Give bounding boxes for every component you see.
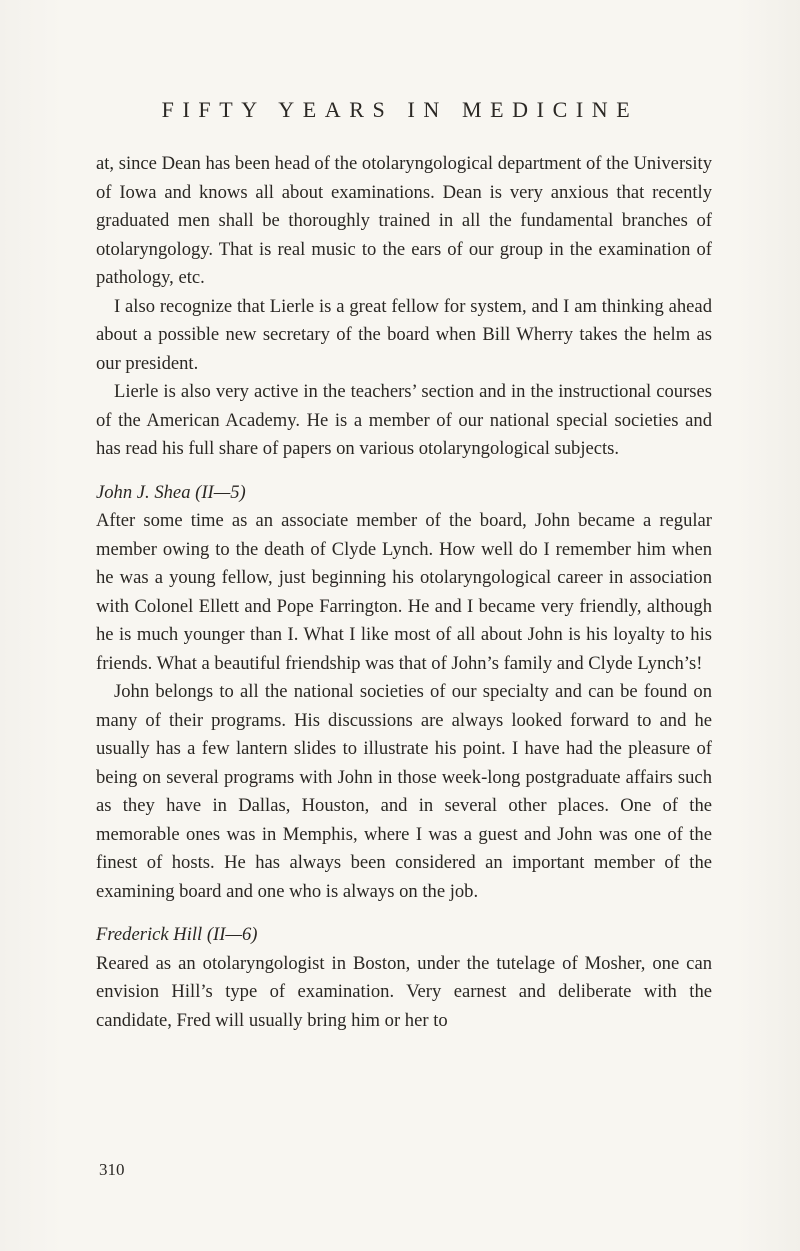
paragraph: After some time as an associate member of the board, John became a regular member owing to the death of Clyde Lynch. How well do I remember him when he was a young fellow, just beginning his otolaryngological career in association with Colonel Ellett and Pope Farrington. He and I became very friendly, although he is much younger than I. What I like most of all about John is his loyalty to his friends. What a beautiful friendship was that of John’s family and Clyde Lynch’s! <box>96 510 712 674</box>
paragraph: Lierle is also very active in the teachers’ section and in the instructional courses of the American Academy. He is a member of our national special societies and has read his full share of papers on various otolaryngological subjects. <box>96 381 712 459</box>
body-text <box>96 150 712 1035</box>
paragraph: at, since Dean has been head of the otolaryngological department of the University of Iowa and knows all about examinations. Dean is very anxious that recently graduated men shall be thoroughly trained in all the fundamental branches of otolaryngology. That is real music to the ears of our group in the examination of pathology, etc. <box>96 153 712 288</box>
page-number: 310 <box>99 1160 125 1179</box>
running-head: FIFTY YEARS IN MEDICINE <box>161 97 639 122</box>
paragraph: I also recognize that Lierle is a great fellow for system, and I am thinking ahead about a possible new secretary of the board when Bill Wherry takes the helm as our president. <box>96 295 712 374</box>
paragraph: John belongs to all the national societies of our specialty and can be found on many of their programs. His discussions are always looked forward to and he usually has a few lantern slides to illustrate his point. I have had the pleasure of being on several programs with John in those week-long postgraduate affairs such as they have in Dallas, Houston, and in several other places. One of the memorable ones was in Memphis, where I was a guest and John was one of the finest of hosts. He has always been considered an important member of the examining board and one who is always on the job. <box>96 681 712 902</box>
section-heading-hill: Frederick Hill (II—6) <box>96 924 258 945</box>
paragraph: Reared as an otolaryngologist in Boston, under the tutelage of Mosher, one can envision Hill’s type of examination. Very earnest and deliberate with the candidate, Fred will usually bring him or her to <box>96 952 712 1031</box>
section-heading-shea: John J. Shea (II—5) <box>96 481 246 503</box>
